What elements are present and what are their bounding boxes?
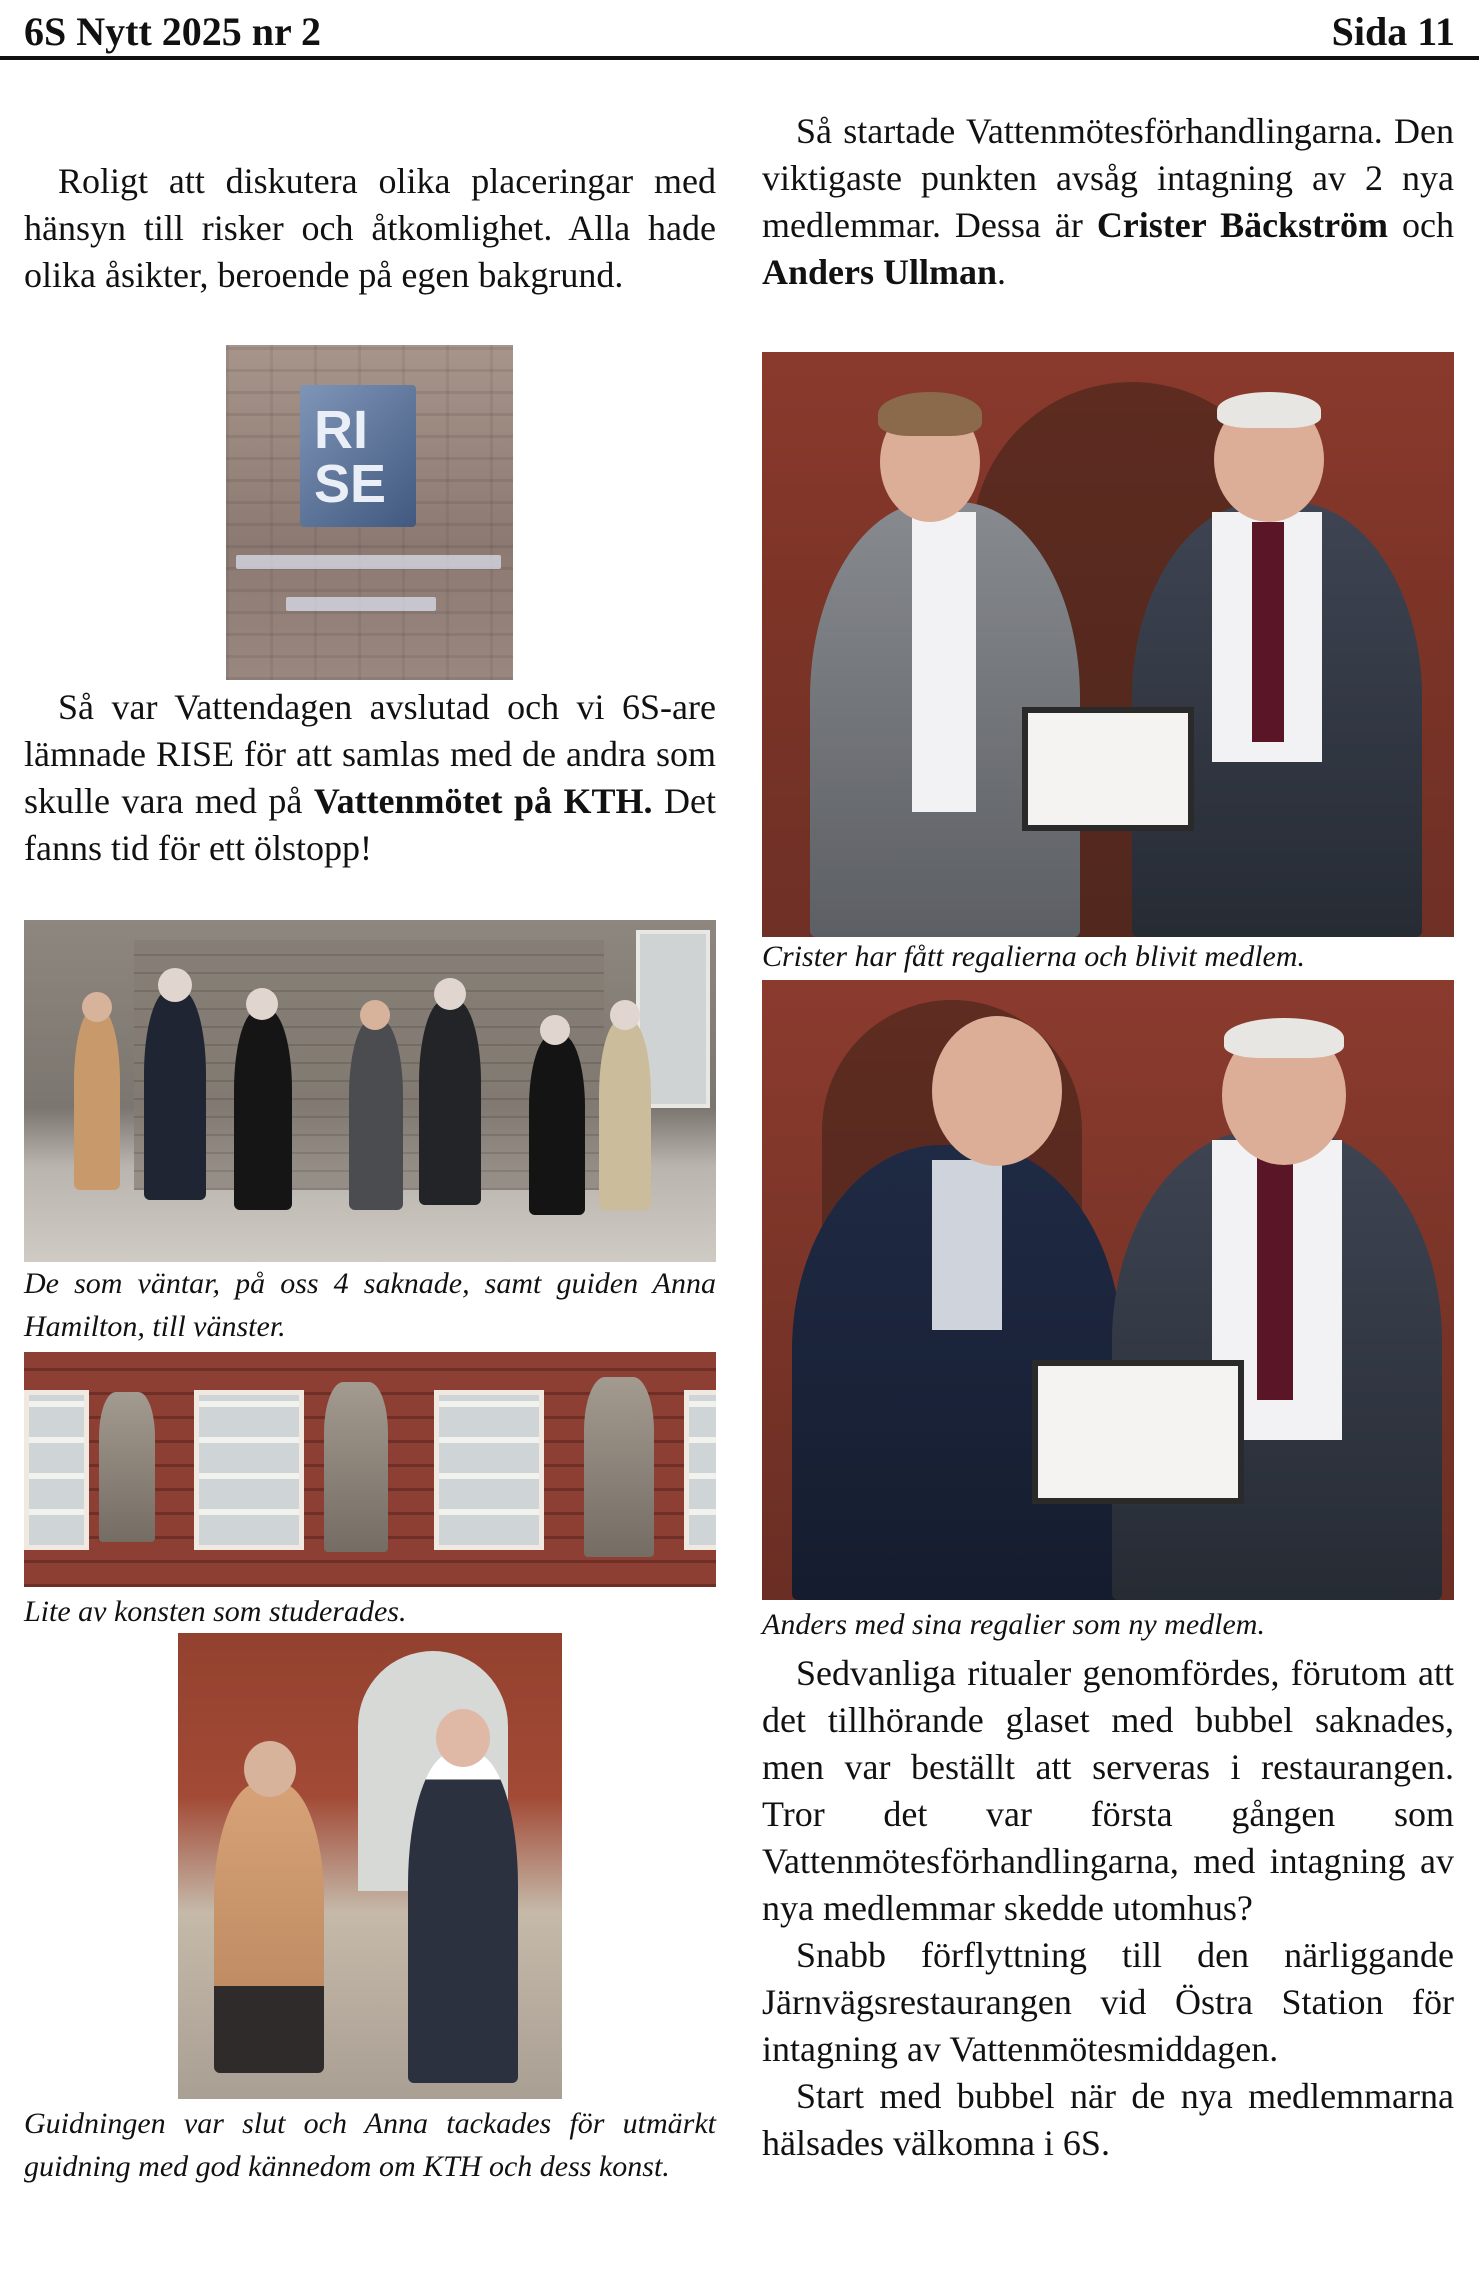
header-rule [0,56,1479,60]
rise-logo-top: RI [314,400,368,460]
caption-art: Lite av konsten som studerades. [24,1595,407,1628]
group-waiting-photo [24,920,716,1262]
person-guide [74,1010,120,1190]
right-intro [762,108,1454,296]
rise-logo-bottom: SE [314,454,387,514]
caption-crister: Crister har fått regalierna och blivit medlem. [762,940,1306,973]
paragraph-bubbel: Start med bubbel när de nya medlemmarna hälsades välkomna i 6S. [762,2076,1454,2163]
statue [99,1392,155,1542]
paragraph-ritualer: Sedvanliga ritualer genomfördes, förutom att det tillhörande glaset med bubbel saknades, men var beställt att serveras i restaurangen. Tror det var första gången som Vattenmötesförhandlingarna, med intagning av nya medlemmar skedde utomhus? [762,1653,1454,1928]
newsletter-title: 6S Nytt 2025 nr 2 [24,9,322,54]
caption-anders: Anders med sina regalier som ny medlem. [762,1608,1265,1641]
membership-diploma [1032,1360,1244,1504]
statue [324,1382,388,1552]
person-host [408,1753,518,2083]
caption-group: De som väntar, på oss 4 saknade, samt guiden Anna Hamilton, till vänster. [24,1267,716,1343]
page-header [24,8,1455,52]
rise-logo [300,385,416,527]
statue [584,1377,654,1557]
rise-sign-text-line [236,555,501,569]
rise-sign-photo [226,345,513,680]
paragraph-placeringar: Roligt att diskutera olika placeringar med hänsyn till risker och åtkomlighet. Alla hade olika åsikter, beroende på egen bakgrund. [24,161,716,295]
left-vattendagen [24,684,716,872]
kth-facade-photo [24,1352,716,1587]
right-closing [762,1650,1454,2167]
person-guide-anna [214,1783,324,2073]
paragraph-forflyttning: Snabb förflyttning till den närliggande Järnvägsrestaurangen vid Östra Station för intagning av Vattenmötesmiddagen. [762,1935,1454,2069]
page-number: Sida 11 [1331,9,1455,54]
membership-diploma [1022,707,1194,831]
guide-thanks-photo [178,1633,562,2099]
anders-photo [762,980,1454,1600]
paragraph-vattendagen: Så var Vattendagen avslutad och vi 6S-are lämnade RISE för att samlas med de andra som skulle vara med på Vattenmötet på KTH. Det fanns tid för ett ölstopp! [24,687,716,868]
paragraph-forhandlingar: Så startade Vattenmötesförhandlingarna. Den viktigaste punkten avsåg intagning av 2 nya medlemmar. Dessa är Crister Bäckström och Anders Ullman. [762,111,1454,292]
crister-photo [762,352,1454,937]
left-intro [24,158,716,299]
rise-sign-text-line [286,597,436,611]
caption-guide: Guidningen var slut och Anna tackades för utmärkt guidning med god kännedom om KTH och dess konst. [24,2107,716,2183]
